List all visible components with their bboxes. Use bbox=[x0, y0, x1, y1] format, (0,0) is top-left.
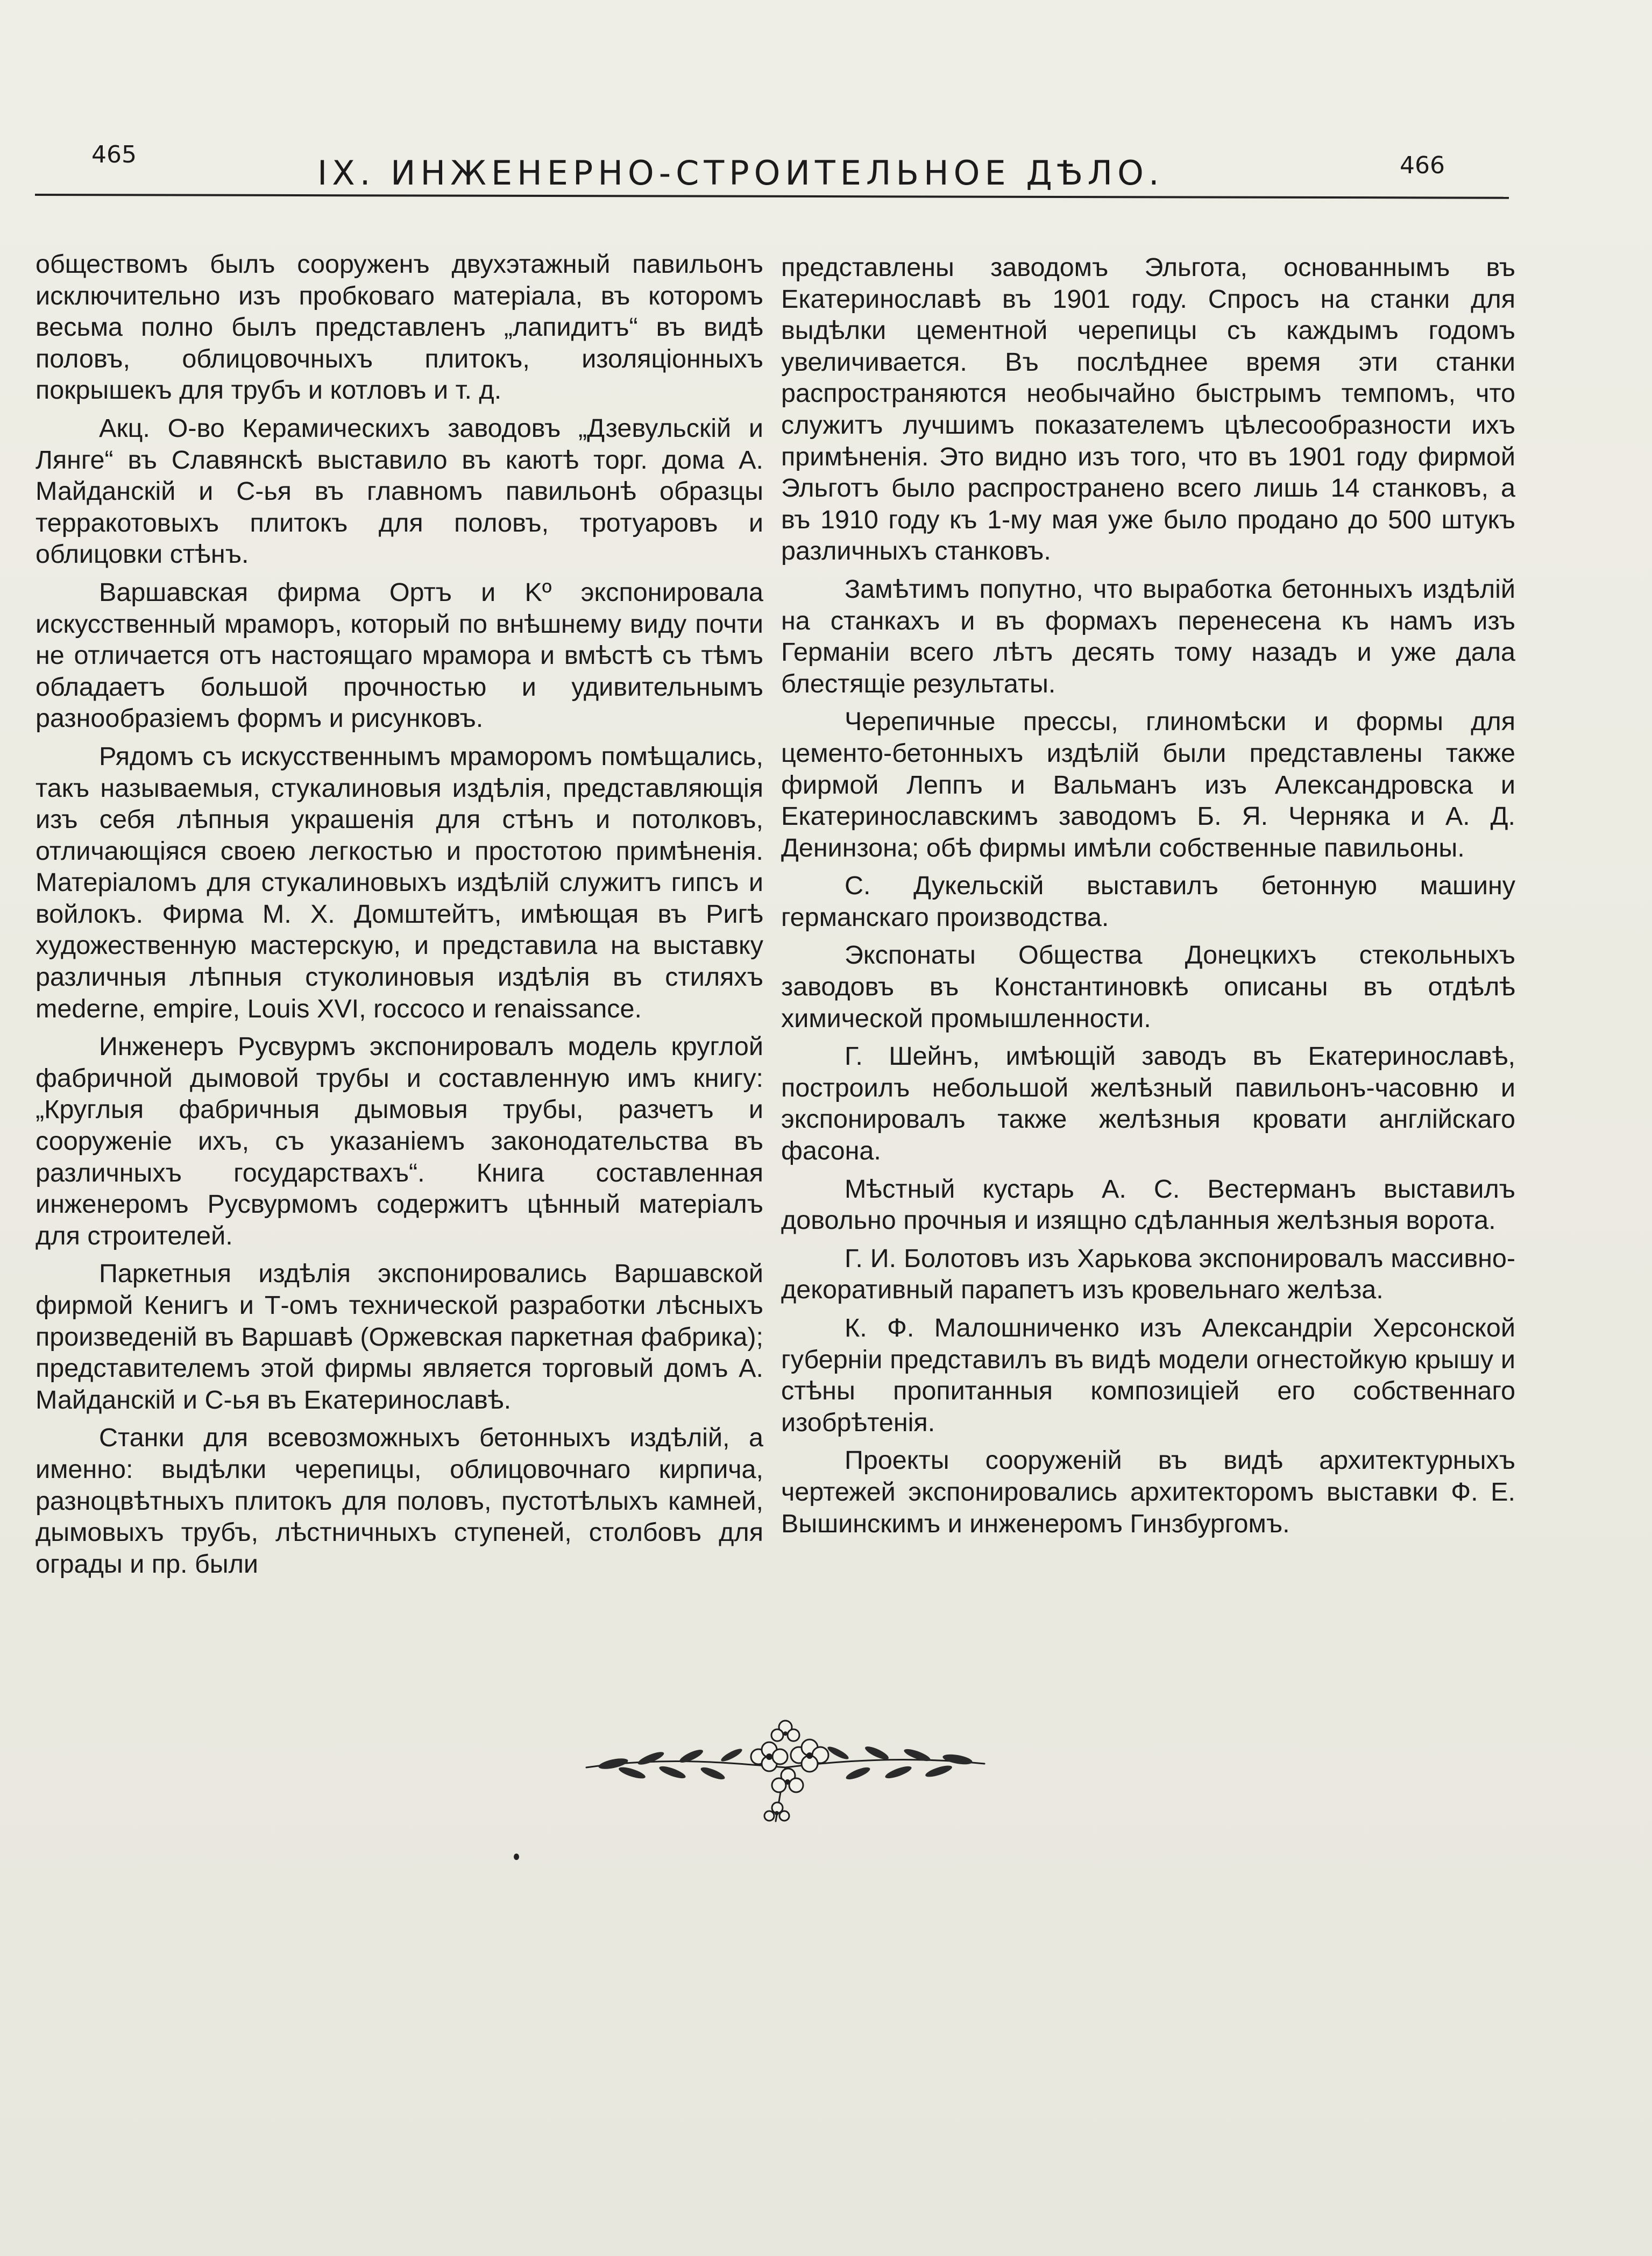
paragraph: Рядомъ съ искусственнымъ мраморомъ помѣщались, такъ называемыя, стукалиновыя издѣлія, представляющія изъ себя лѣпныя украшенія для стѣнъ и потолковъ, отличающіяся своею легкостью и простотою примѣненія. Матеріаломъ для стукалиновыхъ издѣлій служитъ гипсъ и войлокъ. Фирма М. Х. Домштейтъ, имѣющая въ Ригѣ художественную мастерскую, и представила на выставку различныя лѣпныя стуколиновыя издѣлія въ стиляхъ mederne, empire, Louis XVI, roccoco и renaissance. bbox=[36, 741, 763, 1023]
paragraph: обществомъ былъ сооруженъ двухэтажный павильонъ исключительно изъ пробковаго матеріала, въ которомъ весьма полно былъ представленъ „лапидитъ“ въ видѣ половъ, облицовочныхъ плитокъ, изоляціонныхъ покрышекъ для трубъ и котловъ и т. д. bbox=[36, 250, 763, 405]
paragraph: Замѣтимъ попутно, что выработка бетонныхъ издѣлій на станкахъ и въ формахъ перенесена къ намъ изъ Германіи всего лѣтъ десять тому назадъ и уже дала блестящіе результаты. bbox=[781, 574, 1515, 698]
paragraph: Инженеръ Русвурмъ экспонировалъ модель круглой фабричной дымовой трубы и составленную имъ книгу: „Круглыя фабричныя дымовыя трубы, разчетъ и сооруженіе ихъ, съ указаніемъ законодательства въ различныхъ государствахъ“. Книга составленная инженеромъ Русвурмомъ содержитъ цѣнный матеріалъ для строителей. bbox=[36, 1032, 763, 1250]
paragraph: Станки для всевозможныхъ бетонныхъ издѣлій, а именно: выдѣлки черепицы, облицовочнаго кирпича, разноцвѣтныхъ плитокъ для половъ, пустотѣлыхъ камней, дымовыхъ трубъ, лѣстничныхъ ступеней, столбовъ для ограды и пр. были bbox=[36, 1423, 763, 1579]
header-rule bbox=[35, 194, 1509, 199]
paragraph: Проекты сооруженій въ видѣ архитектурныхъ чертежей экспонировались архитекторомъ выставки Ф. Е. Вышинскимъ и инженеромъ Гинзбургомъ. bbox=[781, 1446, 1515, 1538]
page-number-right: 466 bbox=[1400, 152, 1445, 179]
paragraph: представлены заводомъ Эльгота, основаннымъ въ Екатеринославѣ въ 1901 году. Спросъ на станки для выдѣлки цементной черепицы съ каждымъ годомъ увеличивается. Въ послѣднее время эти станки распространяются необычайно быстрымъ темпомъ, что служитъ лучшимъ показателемъ цѣлесообразности ихъ примѣненія. Это видно изъ того, что въ 1901 году фирмой Эльготъ было распространено всего лишь 14 станковъ, а въ 1910 году къ 1-му мая уже было продано до 500 штукъ различныхъ станковъ. bbox=[781, 253, 1515, 566]
page-number-left: 465 bbox=[91, 141, 137, 168]
paragraph: Паркетныя издѣлія экспонировались Варшавской фирмой Кенигъ и Т-омъ технической разработки лѣсныхъ произведеній въ Варшавѣ (Оржевская паркетная фабрика); представителемъ этой фирмы является торговый домъ А. Майданскій и С-ья въ Екатеринославѣ. bbox=[36, 1259, 763, 1415]
text-column-left bbox=[36, 249, 763, 1586]
paragraph: Черепичные прессы, глиномѣски и формы для цементо-бетонныхъ издѣлій были представлены также фирмой Леппъ и Вальманъ изъ Александровска и Екатеринославскимъ заводомъ Б. Я. Черняка и А. Д. Денинзона; обѣ фирмы имѣли собственные павильоны. bbox=[781, 707, 1515, 862]
paragraph: С. Дукельскій выставилъ бетонную машину германскаго производства. bbox=[781, 871, 1515, 932]
paragraph: Мѣстный кустарь А. С. Вестерманъ выставилъ довольно прочныя и изящно сдѣланныя желѣзныя ворота. bbox=[781, 1174, 1515, 1235]
paragraph: Г. Шейнъ, имѣющій заводъ въ Екатеринославѣ, построилъ небольшой желѣзный павильонъ-часовню и экспонировалъ также желѣзныя кровати англійскаго фасона. bbox=[781, 1042, 1515, 1166]
ink-speck bbox=[514, 1854, 519, 1860]
floral-ornament-icon bbox=[581, 1706, 990, 1829]
text-column-right bbox=[781, 252, 1515, 1546]
paragraph: Варшавская фирма Ортъ и Kº экспонировала искусственный мраморъ, который по внѣшнему виду почти не отличается отъ настоящаго мрамора и вмѣстѣ съ тѣмъ обладаетъ большой прочностью и удивительнымъ разнообразіемъ формъ и рисунковъ. bbox=[36, 577, 763, 733]
paragraph: К. Ф. Малошниченко изъ Александріи Херсонской губерніи представилъ въ видѣ модели огнестойкую крышу и стѣны пропитанныя композиціей его собственнаго изобрѣтенія. bbox=[781, 1313, 1515, 1437]
paragraph: Акц. О-во Керамическихъ заводовъ „Дзевульскій и Лянге“ въ Славянскѣ выставило въ каютѣ торг. дома А. Майданскій и С-ья въ главномъ павильонѣ образцы терракотовыхъ плитокъ для половъ, тротуаровъ и облицовки стѣнъ. bbox=[36, 413, 763, 569]
paragraph: Экспонаты Общества Донецкихъ стекольныхъ заводовъ въ Константиновкѣ описаны въ отдѣлѣ химической промышленности. bbox=[781, 940, 1515, 1033]
paragraph: Г. И. Болотовъ изъ Харькова экспонировалъ массивно-декоративный парапетъ изъ кровельнаго желѣза. bbox=[781, 1243, 1515, 1305]
running-title: IX. ИНЖЕНЕРНО-СТРОИТЕЛЬНОЕ ДѢЛО. bbox=[317, 153, 1164, 193]
